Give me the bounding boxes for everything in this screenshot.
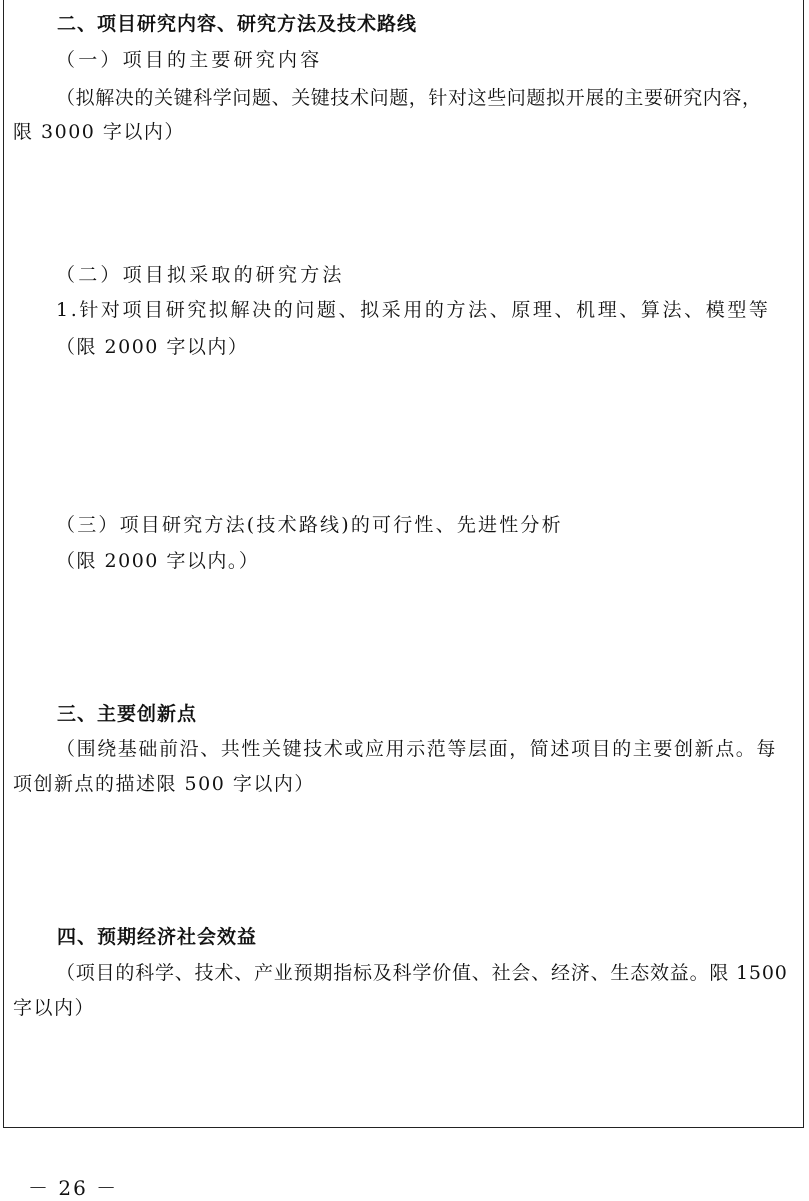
section-2-heading: 二、项目研究内容、研究方法及技术路线	[57, 13, 418, 35]
section-3-heading: 三、主要创新点	[57, 703, 198, 725]
section-4-heading: 四、预期经济社会效益	[57, 926, 258, 948]
page-number: － 26 －	[28, 1176, 119, 1200]
section-2-sub3-title: （三）项目研究方法(技术路线)的可行性、先进性分析	[56, 514, 563, 536]
section-2-sub1-note-line2: 限 3000 字以内）	[13, 121, 185, 143]
section-2-sub1-note-line1: （拟解决的关键科学问题、关键技术问题，针对这些问题拟开展的主要研究内容，	[56, 87, 762, 109]
section-2-sub2-title: （二）项目拟采取的研究方法	[56, 264, 345, 286]
section-3-note-line2: 项创新点的描述限 500 字以内）	[13, 773, 315, 795]
section-2-sub3-limit: （限 2000 字以内。）	[56, 550, 260, 572]
section-4-note-line2: 字以内）	[13, 997, 96, 1019]
section-2-sub2-item1-limit: （限 2000 字以内）	[56, 336, 249, 358]
section-2-sub1-title: （一）项目的主要研究内容	[56, 49, 323, 71]
section-4-note-line1: （项目的科学、技术、产业预期指标及科学价值、社会、经济、生态效益。限 1500	[56, 962, 788, 984]
section-3-note-line1: （围绕基础前沿、共性关键技术或应用示范等层面，简述项目的主要创新点。每	[56, 738, 778, 760]
section-2-sub2-item1: 1.针对项目研究拟解决的问题、拟采用的方法、原理、机理、算法、模型等	[56, 299, 771, 321]
